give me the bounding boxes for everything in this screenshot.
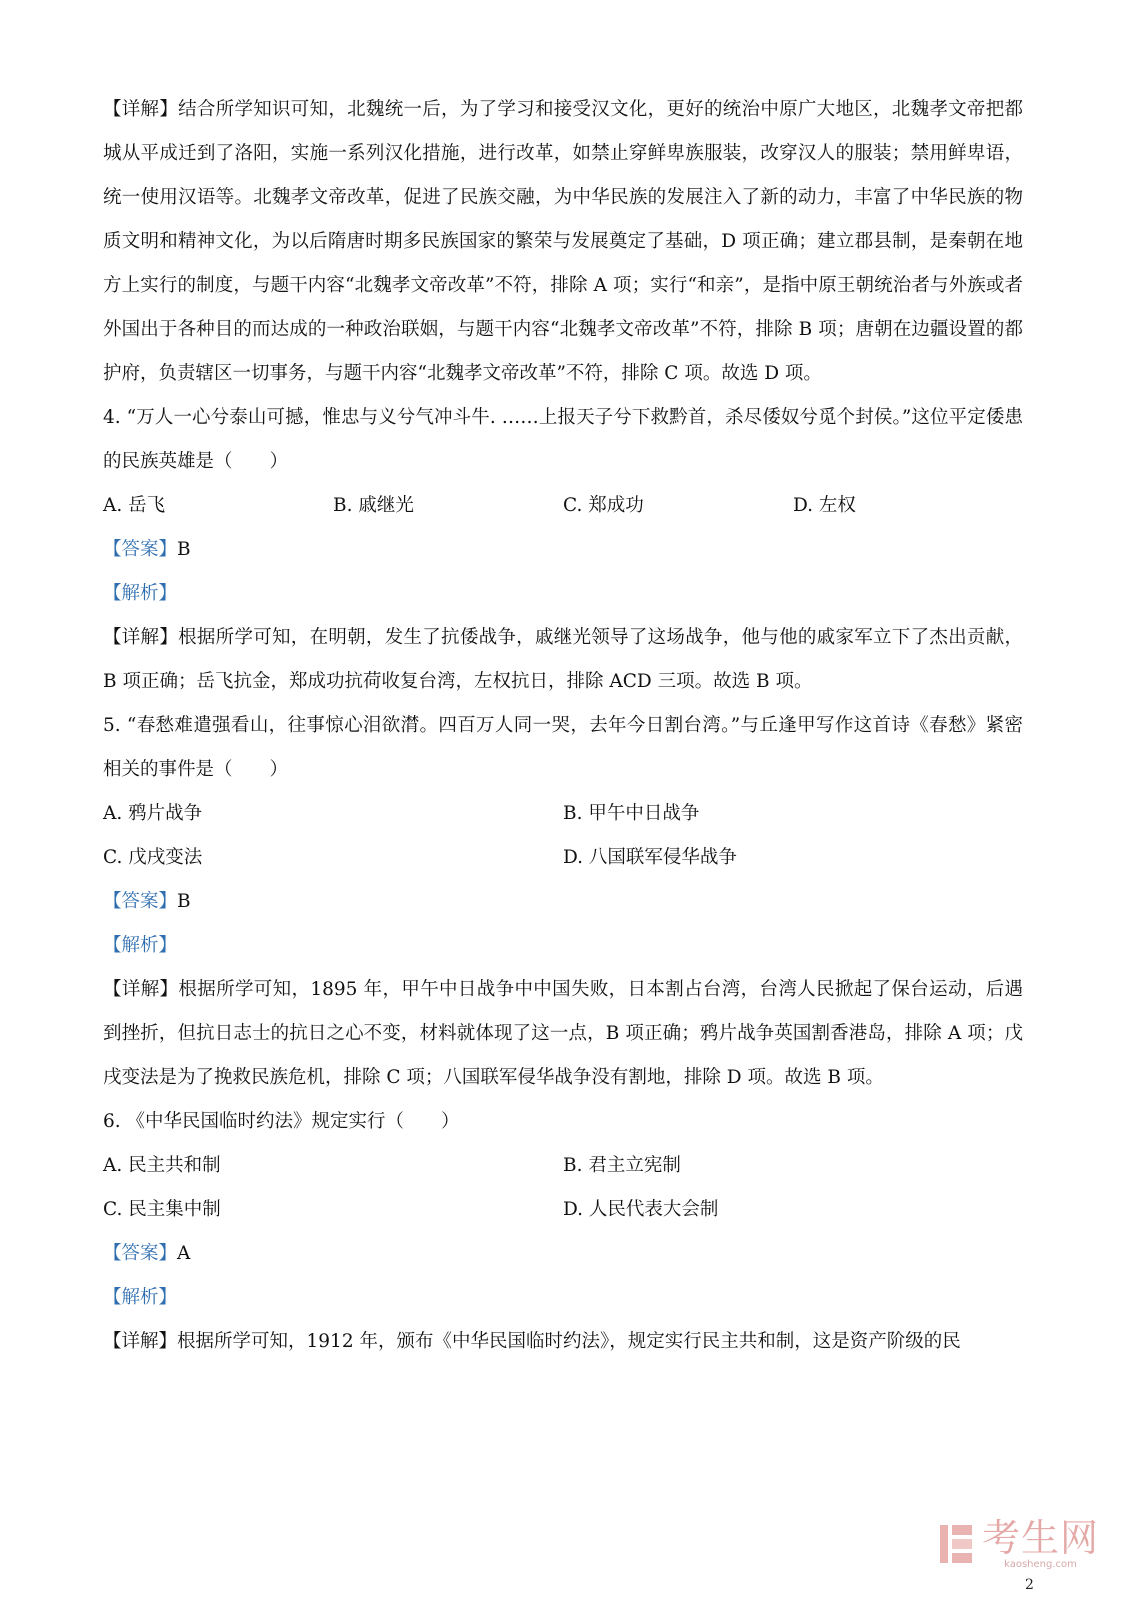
q6-analysis <box>103 1276 1023 1320</box>
q4-stem: 4. “万人一心兮泰山可撼，惟忠与义兮气冲斗牛. ……上报天子兮下救黔首，杀尽倭奴兮觅个封侯。”这位平定倭患的民族英雄是（ ） <box>103 407 1023 472</box>
q3-detail <box>103 88 1023 396</box>
q6-answer-value: A <box>177 1243 191 1264</box>
q5-analysis-tag: 【解析】 <box>103 935 178 956</box>
kaosheng-logo-url: kaosheng.com <box>1004 1558 1077 1570</box>
q4-answer <box>103 528 1023 572</box>
q5-option-b: B. 甲午中日战争 <box>563 803 700 824</box>
kaosheng-logo-icon <box>938 1521 974 1567</box>
q4-detail <box>103 616 1023 704</box>
q5-answer-tag: 【答案】 <box>103 891 178 912</box>
q5-options-row1 <box>103 792 1023 836</box>
q6-options-row2 <box>103 1188 1023 1232</box>
document-page <box>103 88 1023 1364</box>
kaosheng-logo-text <box>982 1515 1100 1570</box>
q5-answer-value: B <box>177 891 191 912</box>
q4-detail-text: 根据所学可知，在明朝，发生了抗倭战争，戚继光领导了这场战争，他与他的戚家军立下了杰出贡献，B 项正确；岳飞抗金，郑成功抗荷收复台湾，左权抗日，排除 ACD 三项。故选 B 项。 <box>103 627 1023 692</box>
q6-answer <box>103 1232 1023 1276</box>
q6-option-b: B. 君主立宪制 <box>563 1155 681 1176</box>
q6-analysis-tag: 【解析】 <box>103 1287 178 1308</box>
q5-analysis <box>103 924 1023 968</box>
q4-option-a: A. 岳飞 <box>103 495 166 516</box>
q6-option-c: C. 民主集中制 <box>103 1199 221 1220</box>
q6-stem: 6. 《中华民国临时约法》规定实行（ ） <box>103 1111 460 1132</box>
kaosheng-logo <box>938 1516 1108 1572</box>
q3-detail-tag: 【详解】 <box>103 99 179 120</box>
q4-answer-value: B <box>177 539 191 560</box>
q5-options-row2 <box>103 836 1023 880</box>
q6-detail-text: 根据所学可知，1912 年，颁布《中华民国临时约法》，规定实行民主共和制，这是资产阶级的民 <box>177 1331 961 1352</box>
q5-answer <box>103 880 1023 924</box>
q5-stem: 5. “春愁难遣强看山，往事惊心泪欲潸。四百万人同一哭，去年今日割台湾。”与丘逢甲写作这首诗《春愁》紧密相关的事件是（ ） <box>103 715 1023 780</box>
q4-analysis-tag: 【解析】 <box>103 583 178 604</box>
q4-answer-tag: 【答案】 <box>103 539 178 560</box>
q4-option-c: C. 郑成功 <box>563 495 644 516</box>
q5-option-a: A. 鸦片战争 <box>103 803 203 824</box>
q6-option-a: A. 民主共和制 <box>103 1155 221 1176</box>
q4-detail-tag: 【详解】 <box>103 627 179 648</box>
q6-answer-tag: 【答案】 <box>103 1243 178 1264</box>
q5-detail-tag: 【详解】 <box>103 979 179 1000</box>
q4-option-b: B. 戚继光 <box>333 495 414 516</box>
q4-option-d: D. 左权 <box>793 495 856 516</box>
q5-option-d: D. 八国联军侵华战争 <box>563 847 737 868</box>
q6-options-row1 <box>103 1144 1023 1188</box>
q4-analysis <box>103 572 1023 616</box>
page-number: 2 <box>1025 1577 1034 1593</box>
q5-detail <box>103 968 1023 1100</box>
q4-options <box>103 484 1023 528</box>
q6-option-d: D. 人民代表大会制 <box>563 1199 719 1220</box>
kaosheng-logo-name: 考生网 <box>982 1515 1100 1560</box>
q5-option-c: C. 戊戌变法 <box>103 847 203 868</box>
q3-detail-text: 结合所学知识可知，北魏统一后，为了学习和接受汉文化，更好的统治中原广大地区，北魏孝文帝把都城从平成迁到了洛阳，实施一系列汉化措施，进行改革，如禁止穿鲜卑族服装，改穿汉人的服装；禁用鲜卑语，统一使用汉语等。北魏孝文帝改革，促进了民族交融，为中华民族的发展注入了新的动力，丰富了中华民族的物质文明和精神文化，为以后隋唐时期多民族国家的繁荣与发展奠定了基础，D 项正确；建立郡县制，是秦朝在地方上实行的制度，与题干内容“北魏孝文帝改革”不符，排除 A 项；实行“和亲”，是指中原王朝统治者与外族或者外国出于各种目的而达成的一种政治联姻，与题干内容“北魏孝文帝改革”不符，排除 B 项；唐朝在边疆设置的都护府，负责辖区一切事务，与题干内容“北魏孝文帝改革”不符，排除 C 项。故选 D 项。 <box>103 99 1023 384</box>
q6-detail-tag: 【详解】 <box>103 1331 178 1352</box>
q5-detail-text: 根据所学可知，1895 年，甲午中日战争中中国失败，日本割占台湾，台湾人民掀起了保台运动，后遇到挫折，但抗日志士的抗日之心不变，材料就体现了这一点，B 项正确；鸦片战争英国割香港岛，排除 A 项；戊戌变法是为了挽救民族危机，排除 C 项；八国联军侵华战争没有割地，排除 D 项。故选 B 项。 <box>103 979 1023 1088</box>
q6-detail <box>103 1320 1023 1364</box>
